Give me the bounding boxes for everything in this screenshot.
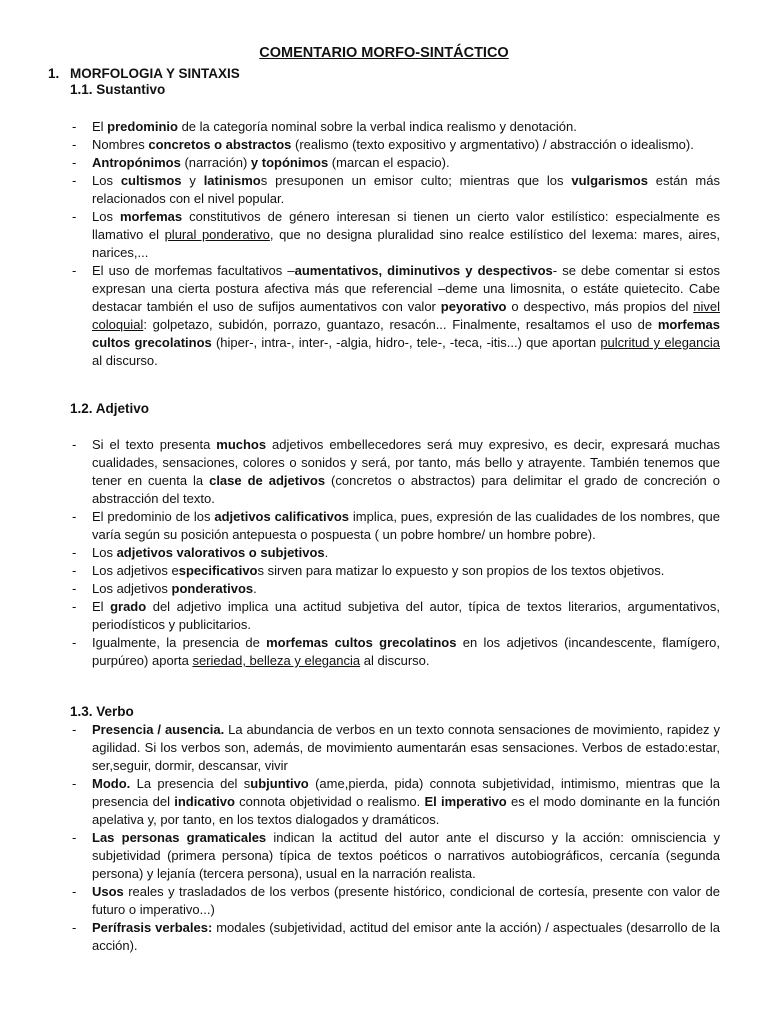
list-item: - Las personas gramaticales indican la actitud del autor ante el discurso y la acción: omnisciencia y subjetividad (primera persona) típica de textos poéticos o narrativos autobiográficos, cercanía (segunda persona) y lejanía (tercera persona), usual en la narración realista.: [70, 829, 720, 883]
list-item: - Presencia / ausencia. La abundancia de verbos en un texto connota sensaciones de movimiento, rapidez y agilidad. Si los verbos son, además, de movimiento aumentarán esas sensaciones. Verbos de estado:estar, ser,seguir, dormir, descansar, vivir: [70, 721, 720, 775]
list-item: - Los cultismos y latinismos presuponen un emisor culto; mientras que los vulgarismos están más relacionados con el nivel popular.: [70, 172, 720, 208]
subheading-sustantivo: 1.1. Sustantivo: [70, 82, 166, 97]
list-item: - Usos reales y trasladados de los verbos (presente histórico, condicional de cortesía, presente con valor de futuro o imperativo...): [70, 883, 720, 919]
list-item: - Los adjetivos valorativos o subjetivos.: [70, 544, 720, 562]
subheading-adjetivo: 1.2. Adjetivo: [70, 401, 150, 416]
section-number: 1.: [48, 66, 60, 81]
sustantivo-list: [70, 118, 720, 370]
list-item: - Modo. La presencia del subjuntivo (ame,pierda, pida) connota subjetividad, intimismo, mientras que la presencia del indicativo connota objetividad o realismo. El imperativo es el modo dominante en la función apelativa y, por tanto, en los textos dialogados y dramáticos.: [70, 775, 720, 829]
list-item: - Perífrasis verbales: modales (subjetividad, actitud del emisor ante la acción) / aspectuales (desarrollo de la acción).: [70, 919, 720, 955]
list-item: - Nombres concretos o abstractos (realismo (texto expositivo y argmentativo) / abstracción o idealismo).: [70, 136, 720, 154]
list-item: - Si el texto presenta muchos adjetivos embellecedores será muy expresivo, es decir, expresará muchas cualidades, sensaciones, colores o sonidos y será, por tanto, más bello y atrayente. También tenemos que tener en cuenta la clase de adjetivos (concretos o abstractos) para delimitar el grado de concreción o abstracción del texto.: [70, 436, 720, 508]
list-item: - El uso de morfemas facultativos –aumentativos, diminutivos y despectivos- se debe comentar si estos expresan una cierta postura afectiva más que referencial –deme una limosnita, o estáte quietecito. Cabe destacar también el uso de sufijos aumentativos con valor peyorativo o despectivo, más propios del nivel coloquial: golpetazo, subidón, porrazo, guantazo, resacón... Finalmente, resaltamos el uso de morfemas cultos grecolatinos (hiper-, intra-, inter-, -algia, hidro-, tele-, -teca, -itis...) que aportan pulcritud y elegancia al discurso.: [70, 262, 720, 370]
section-heading-morfologia: [48, 66, 240, 81]
list-item: - El grado del adjetivo implica una actitud subjetiva del autor, típica de textos literarios, argumentativos, periodísticos y publicitarios.: [70, 598, 720, 634]
subheading-verbo: 1.3. Verbo: [70, 704, 134, 719]
list-item: - Igualmente, la presencia de morfemas cultos grecolatinos en los adjetivos (incandescente, flamígero, purpúreo) aporta seriedad, belleza y elegancia al discurso.: [70, 634, 720, 670]
list-item: - Los adjetivos ponderativos.: [70, 580, 720, 598]
list-item: - Los adjetivos especificativos sirven para matizar lo expuesto y son propios de los textos objetivos.: [70, 562, 720, 580]
list-item: - Los morfemas constitutivos de género interesan si tienen un cierto valor estilístico: especialmente es llamativo el plural ponderativo, que no designa pluralidad sino realce estilístico del lexema: mares, aires, narices,...: [70, 208, 720, 262]
document-title: COMENTARIO MORFO-SINTÁCTICO: [259, 45, 509, 61]
adjetivo-list: [70, 436, 720, 670]
list-item: - El predominio de la categoría nominal sobre la verbal indica realismo y denotación.: [70, 118, 720, 136]
section-label: MORFOLOGIA Y SINTAXIS: [70, 66, 240, 81]
list-item: - Antropónimos (narración) y topónimos (marcan el espacio).: [70, 154, 720, 172]
list-item: - El predominio de los adjetivos calificativos implica, pues, expresión de las cualidades de los nombres, que varía según su posición antepuesta o pospuesta ( un pobre hombre/ un hombre pobre).: [70, 508, 720, 544]
verbo-list: [70, 721, 720, 955]
